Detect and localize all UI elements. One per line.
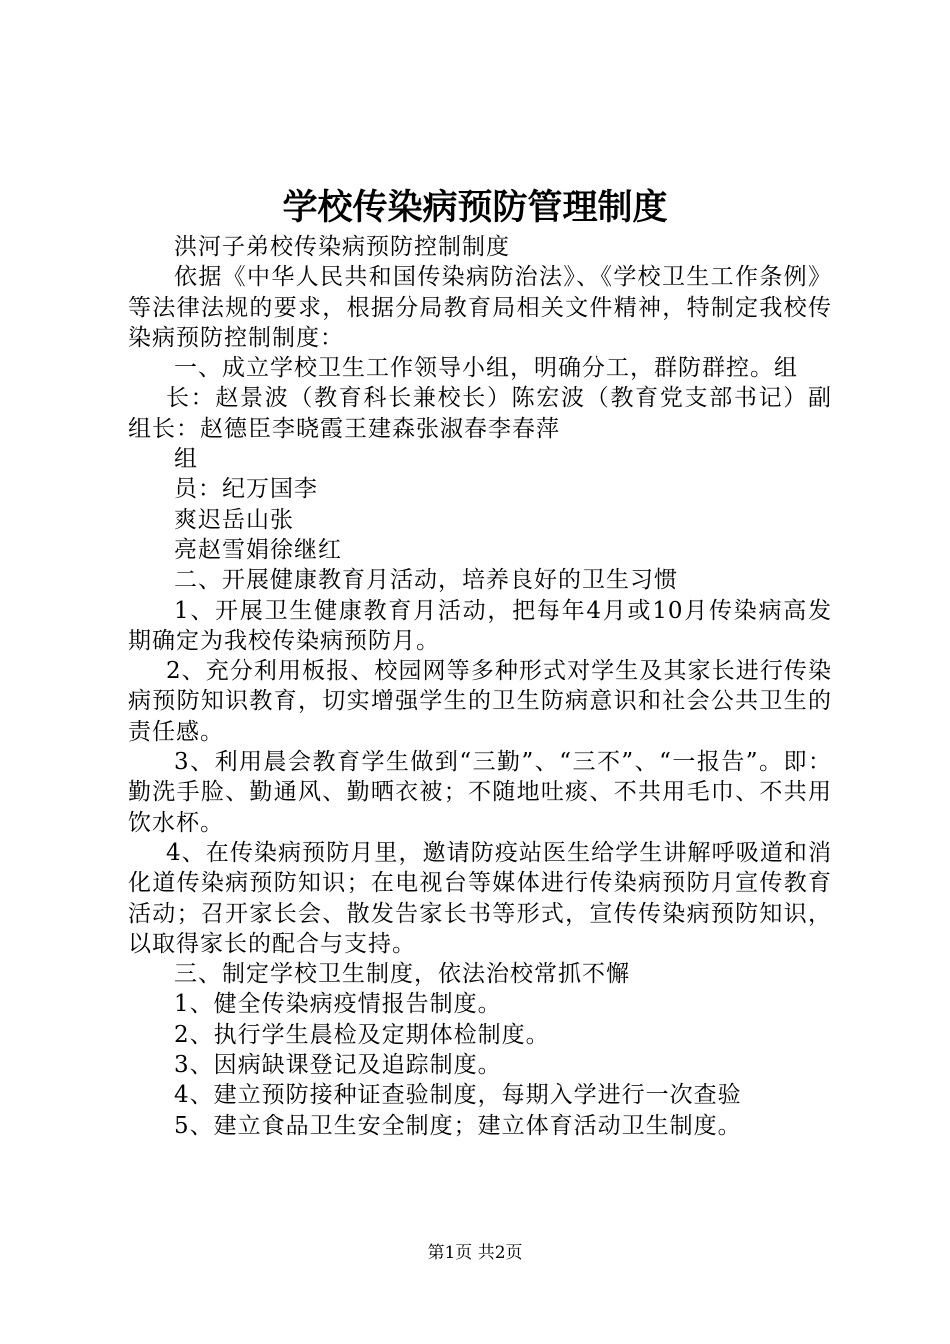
list-item: 4、建立预防接种证查验制度，每期入学进行一次查验 bbox=[174, 1082, 742, 1109]
list-item: 2、执行学生晨检及定期体检制度。 bbox=[174, 1021, 550, 1048]
body-paragraph: 4、在传染病预防月里，邀请防疫站医生给学生讲解呼吸道和消化道传染病预防知识；在电视台等媒体进行传染病预防月宣传教育活动；召开家长会、散发告家长书等形式，宣传传染病预防知识，以取得家长的配合与支持。 bbox=[128, 839, 832, 957]
document-body bbox=[128, 232, 832, 1141]
body-paragraph: 爽迟岳山张 bbox=[174, 506, 294, 533]
list-item: 1、健全传染病疫情报告制度。 bbox=[174, 991, 502, 1018]
list-item: 5、建立食品卫生安全制度；建立体育活动卫生制度。 bbox=[174, 1112, 742, 1139]
section-heading: 三、制定学校卫生制度，依法治校常抓不懈 bbox=[174, 961, 630, 988]
body-paragraph: 2、充分利用板报、校园网等多种形式对学生及其家长进行传染病预防知识教育，切实增强学生的卫生防病意识和社会公共卫生的责任感。 bbox=[128, 658, 832, 745]
subtitle-paragraph: 洪河子弟校传染病预防控制制度 bbox=[174, 234, 510, 260]
body-paragraph: 组 bbox=[174, 446, 198, 473]
document-title: 学校传染病预防管理制度 bbox=[282, 187, 668, 228]
list-item: 3、因病缺课登记及追踪制度。 bbox=[174, 1052, 502, 1079]
section-heading: 二、开展健康教育月活动，培养良好的卫生习惯 bbox=[174, 567, 678, 594]
body-paragraph: 1、开展卫生健康教育月活动，把每年4月或10月传染病高发期确定为我校传染病预防月。 bbox=[128, 597, 832, 654]
body-paragraph: 员：纪万国李 bbox=[174, 476, 318, 503]
body-paragraph: 长：赵景波（教育科长兼校长）陈宏波（教育党支部书记）副组长：赵德臣李晓霞王建森张淑春李春萍 bbox=[128, 385, 832, 442]
body-paragraph: 亮赵雪娟徐继红 bbox=[174, 536, 342, 563]
body-paragraph: 3、利用晨会教育学生做到“三勤”、“三不”、“一报告”。即：勤洗手脸、勤通风、勤晒衣被；不随地吐痰、不共用毛巾、不共用饮水杯。 bbox=[128, 749, 832, 836]
body-paragraph: 依据《中华人民共和国传染病防治法》、《学校卫生工作条例》等法律法规的要求，根据分局教育局相关文件精神，特制定我校传染病预防控制制度： bbox=[128, 264, 832, 351]
section-heading: 一、成立学校卫生工作领导小组，明确分工，群防群控。组 bbox=[174, 355, 798, 382]
page-number-footer: 第1页 共2页 bbox=[427, 1243, 523, 1263]
